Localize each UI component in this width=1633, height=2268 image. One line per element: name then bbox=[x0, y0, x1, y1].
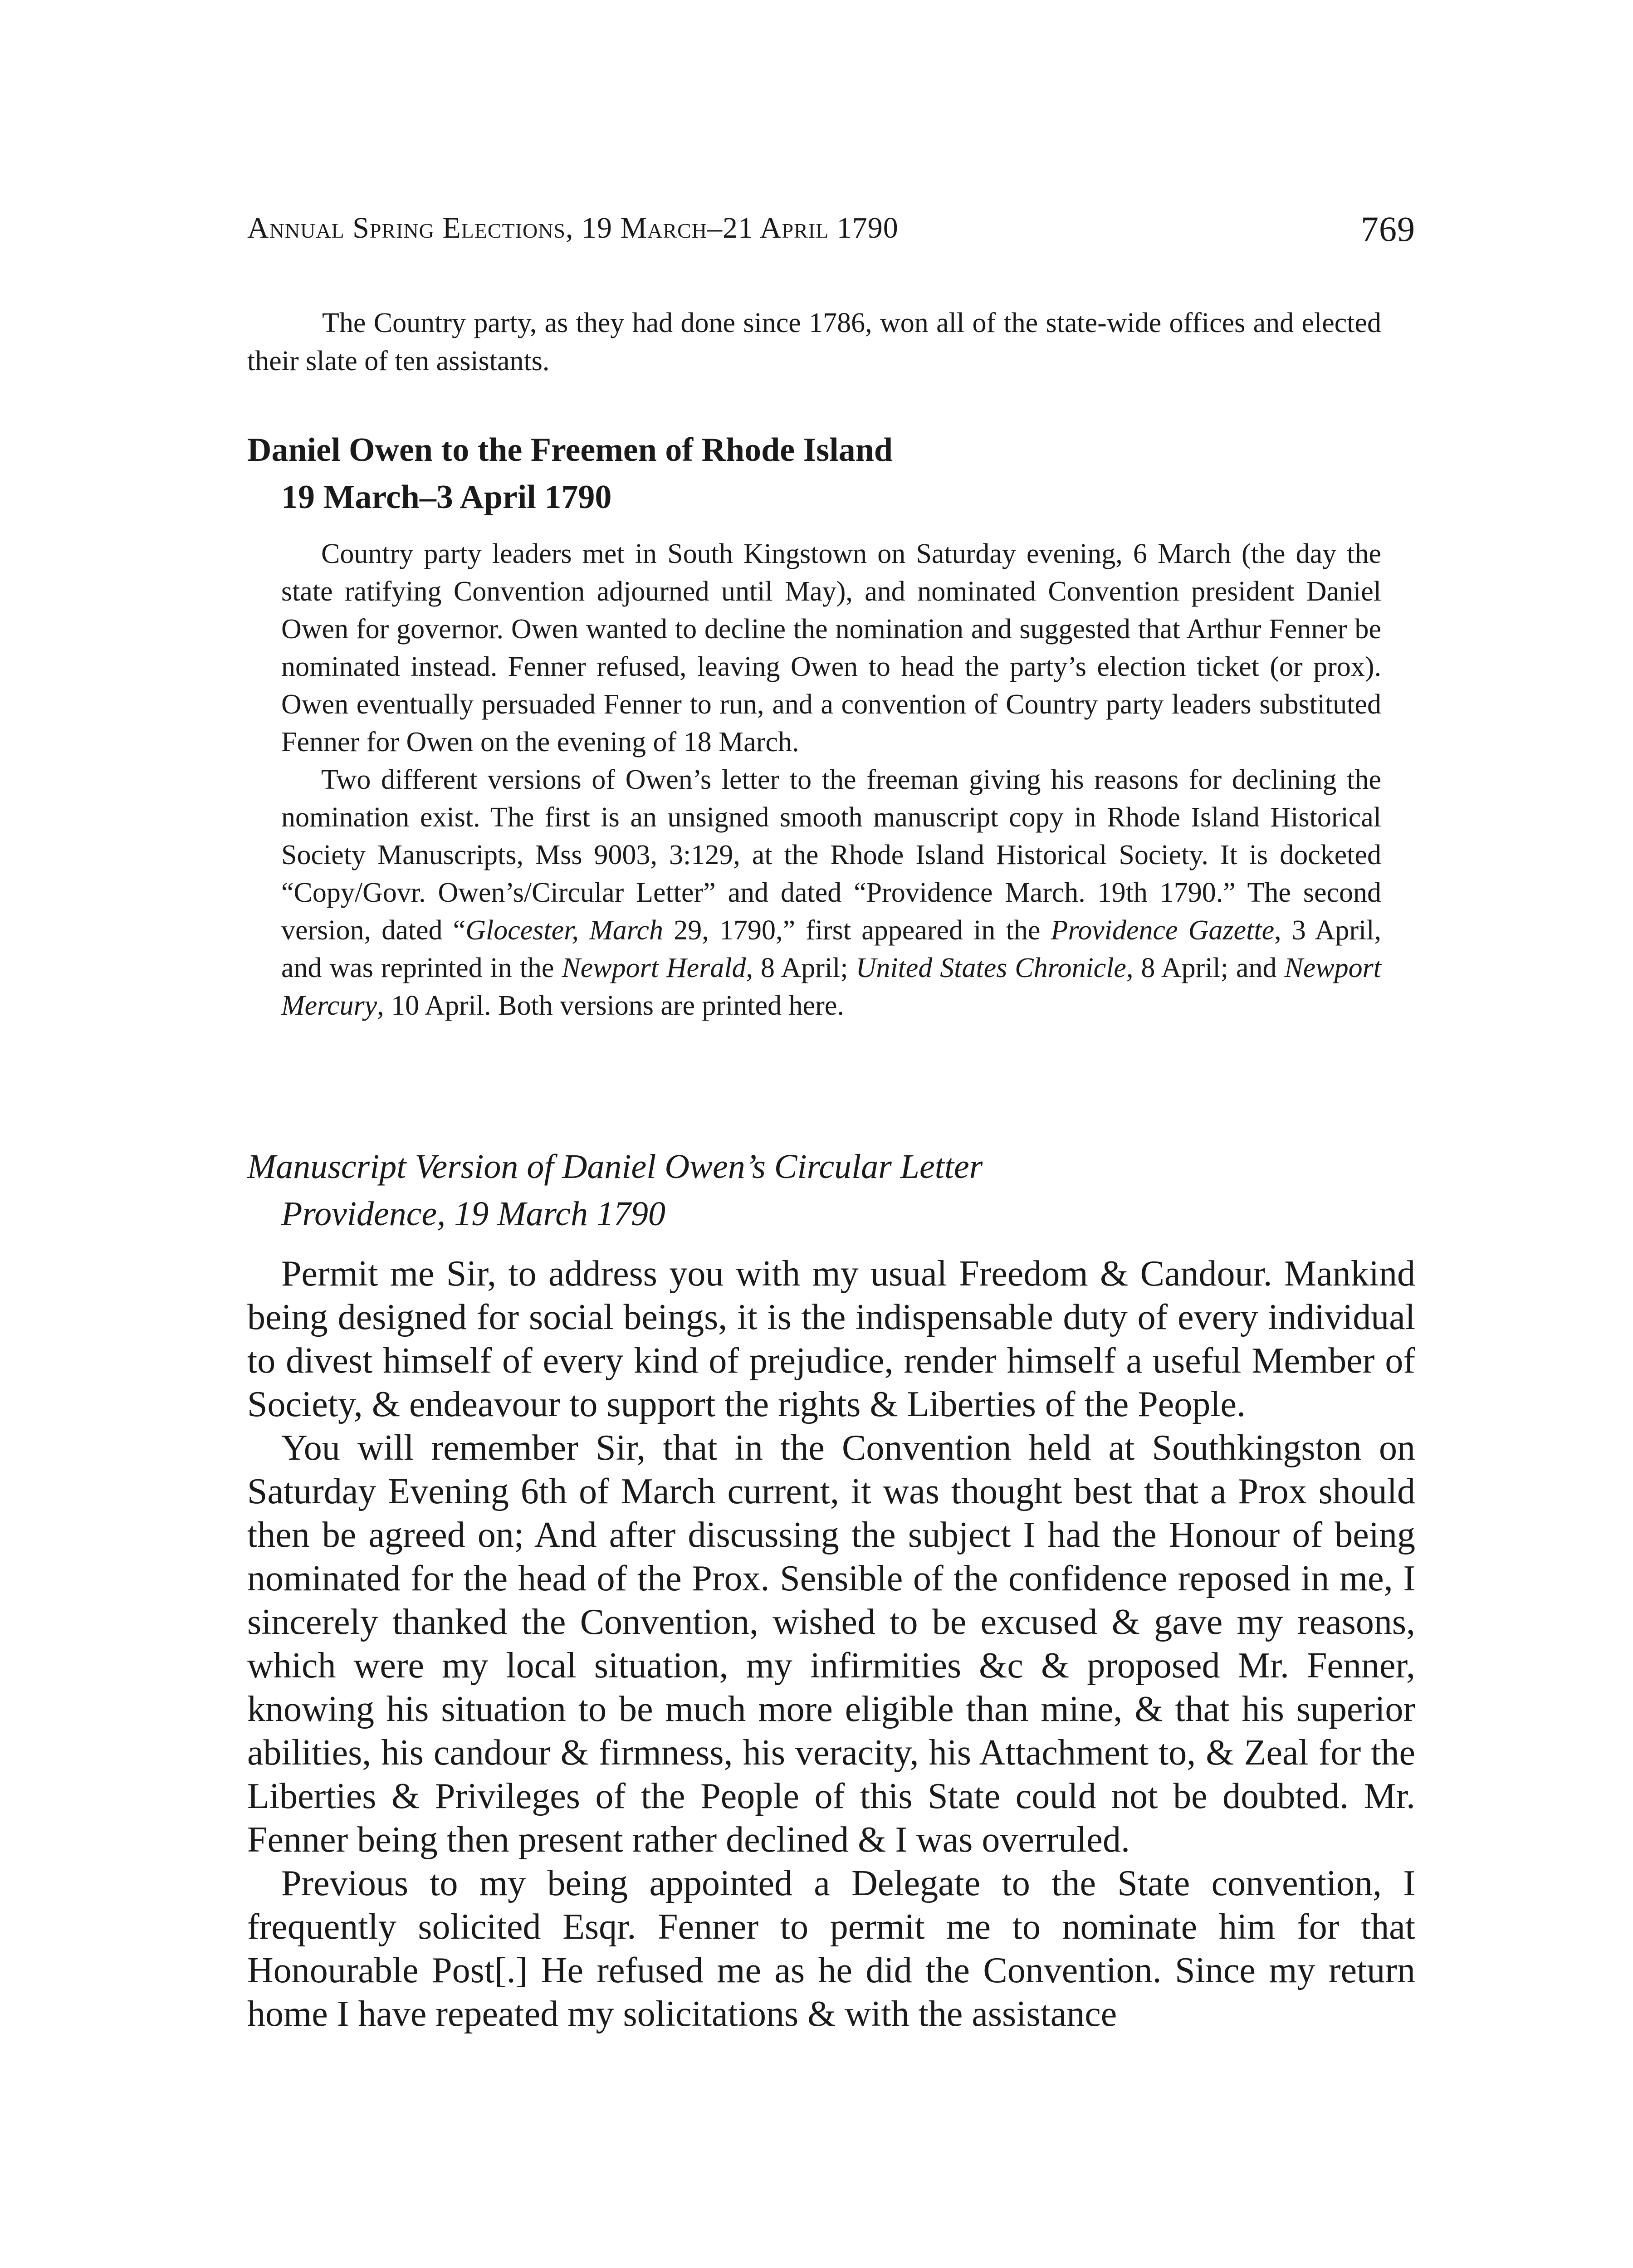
running-head bbox=[247, 209, 1415, 249]
document-title: Daniel Owen to the Freemen of Rhode Island bbox=[247, 431, 893, 469]
version-heading bbox=[247, 1143, 1415, 1237]
intro-paragraph: The Country party, as they had done since 1786, won all of the state-wide offices and elected their slate of ten assistants. bbox=[247, 308, 1381, 376]
headnote-text: , 8 April; bbox=[746, 953, 856, 983]
headnote-italic-place: Glocester, March bbox=[465, 915, 664, 946]
letter-body bbox=[247, 1252, 1415, 2036]
newspaper-newport-herald: Newport Herald bbox=[562, 953, 746, 983]
newspaper-providence-gazette: Providence Gazette bbox=[1051, 915, 1275, 946]
document-heading bbox=[247, 426, 1415, 521]
newspaper-united-states-chronicle: United States Chronicle bbox=[856, 953, 1126, 983]
headnote-paragraph-2 bbox=[281, 761, 1381, 1025]
document-date: 19 March–3 April 1790 bbox=[281, 479, 612, 516]
version-date: Providence, 19 March 1790 bbox=[281, 1195, 666, 1233]
version-title: Manuscript Version of Daniel Owen’s Circular Letter bbox=[247, 1148, 983, 1186]
headnote-text: Two different versions of Owen’s letter to the freeman giving his reasons for declining the nomination exist. The first is an unsigned smooth manuscript copy in Rhode Island Historical Society Manuscripts, Mss 9003, 3:129, at the Rhode Island Historical Society. It is docketed “Copy/Govr. Owen’s/Circular Letter” and dated “Providence March. 19th 1790.” The second version, dated “ bbox=[281, 764, 1381, 946]
letter-paragraph-2: You will remember Sir, that in the Convention held at Southkingston on Saturday Evening 6th of March current, it was thought best that a Prox should then be agreed on; And after discussing the subject I had the Honour of being nominated for the head of the Prox. Sensible of the confidence reposed in me, I sincerely thanked the Convention, wished to be excused & gave my reasons, which were my local situation, my infirmities &c & proposed Mr. Fenner, knowing his situation to be much more eligible than mine, & that his superior abilities, his candour & firmness, his veracity, his Attachment to, & Zeal for the Liberties & Privileges of the People of this State could not be doubted. Mr. Fenner being then present rather declined & I was overruled. bbox=[247, 1428, 1415, 1860]
headnote-text: , 10 April. Both versions are printed here. bbox=[377, 990, 844, 1021]
intro-section bbox=[247, 304, 1381, 380]
letter-paragraph-3: Previous to my being appointed a Delegate to the State convention, I frequently solicited Esqr. Fenner to permit me to nominate him for that Honourable Post[.] He refused me as he did the Convention. Since my return home I have repeated my solicitations & with the assistance bbox=[247, 1863, 1415, 2034]
headnote bbox=[281, 535, 1381, 1025]
newspaper-newport-mercury: Newport Mercury bbox=[281, 953, 1381, 1021]
headnote-text: 29, 1790,” first appeared in the bbox=[663, 915, 1051, 946]
headnote-paragraph-1: Country party leaders met in South Kingstown on Saturday evening, 6 March (the day the state ratifying Convention adjourned until May), and nominated Convention president Daniel Owen for governor. Owen wanted to decline the nomination and suggested that Arthur Fenner be nominated instead. Fenner refused, leaving Owen to head the party’s election ticket (or prox). Owen eventually persuaded Fenner to run, and a convention of Country party leaders substituted Fenner for Owen on the evening of 18 March. bbox=[281, 538, 1381, 758]
letter-paragraph-1: Permit me Sir, to address you with my usual Freedom & Candour. Mankind being designed for social beings, it is the indispensable duty of every individual to divest himself of every kind of prejudice, render himself a useful Member of Society, & endeavour to support the rights & Liberties of the People. bbox=[247, 1254, 1415, 1424]
page-number: 769 bbox=[1361, 209, 1415, 249]
headnote-text: , 8 April; and bbox=[1126, 953, 1285, 983]
headnote-text: , 3 April, and was reprinted in the bbox=[281, 915, 1381, 983]
running-head-title: Annual Spring Elections, 19 March–21 April 1790 bbox=[247, 211, 899, 244]
